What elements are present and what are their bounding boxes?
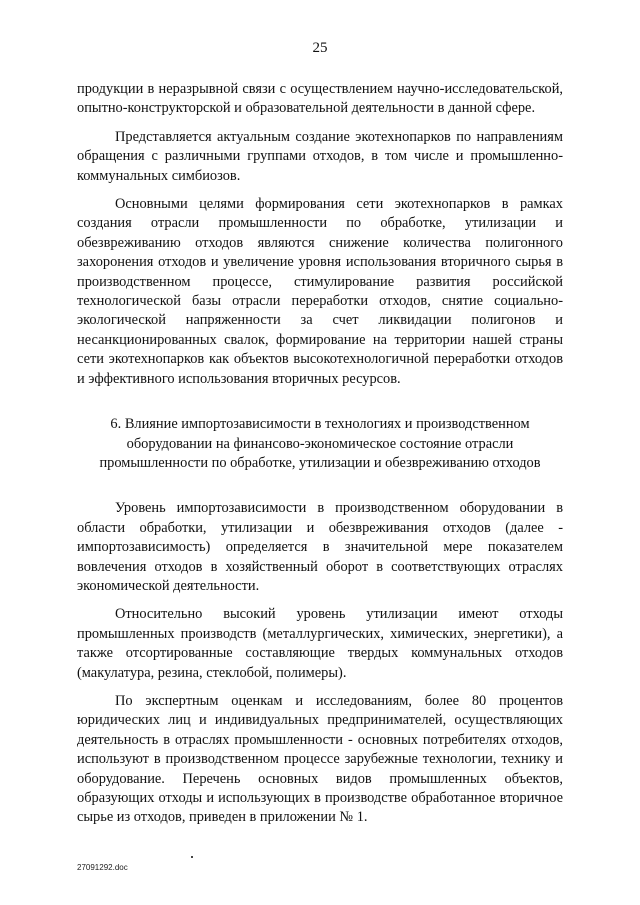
paragraph-utilization: Относительно высокий уровень утилизации имеют отходы промышленных производств (металлургических, химических, энергетики), а также отсортированные составляющие твердых коммунальных отходов (макулатура, резина, стеклобой, полимеры). bbox=[77, 606, 563, 681]
footer-filename: 27091292.doc bbox=[77, 863, 128, 872]
paragraph-import-dependency: Уровень импортозависимости в производственном оборудовании в области обработки, утилизации и обезвреживания отходов (далее - импортозависимость) определяется в значительной мере показателем вовлечения отходов в хозяйственный оборот в соответствующих отраслях экономической деятельности. bbox=[77, 500, 563, 594]
paragraph-continuation: продукции в неразрывной связи с осуществлением научно-исследовательской, опытно-конструкторской и образовательной деятельности в данной сфере. bbox=[77, 81, 563, 117]
page-number: 25 bbox=[312, 40, 328, 56]
paragraph-ecotechnoparks: Представляется актуальным создание экотехнопарков по направлениям обращения с различными группами отходов, в том числе и промышленно-коммунальных симбиозов. bbox=[77, 128, 563, 184]
section-heading: 6. Влияние импортозависимости в технологиях и производственном оборудовании на финансово-экономическое состояние отрасли промышленности по обработке, утилизации и обезвреживанию отходов bbox=[99, 416, 541, 471]
stray-dot bbox=[191, 856, 193, 858]
paragraph-goals: Основными целями формирования сети экотехнопарков в рамках создания отрасли промышленности по обработке, утилизации и обезвреживанию отходов являются снижение количества полигонного захоронения отходов и увеличение уровня использования вторичного сырья в производственном процессе, стимулирование развития российской технологической базы отрасли переработки отходов, снятие социально-экологической напряженности за счет ликвидации полигонов и несанкционированных свалок, формирование на территории нашей страны сети экотехнопарков как объектов высокотехнологичной переработки отходов и эффективного использования вторичных ресурсов. bbox=[77, 196, 563, 387]
document-body bbox=[77, 80, 563, 828]
paragraph-expert-estimates: По экспертным оценкам и исследованиям, более 80 процентов юридических лиц и индивидуальных предпринимателей, осуществляющих деятельность в отраслях промышленности - основных потребителях отходов, используют в производственном процессе зарубежные технологии, технику и оборудование. Перечень основных видов промышленных объектов, образующих отходы и использующих в производстве обработанное вторичное сырье из отходов, приведен в приложении № 1. bbox=[77, 692, 563, 826]
